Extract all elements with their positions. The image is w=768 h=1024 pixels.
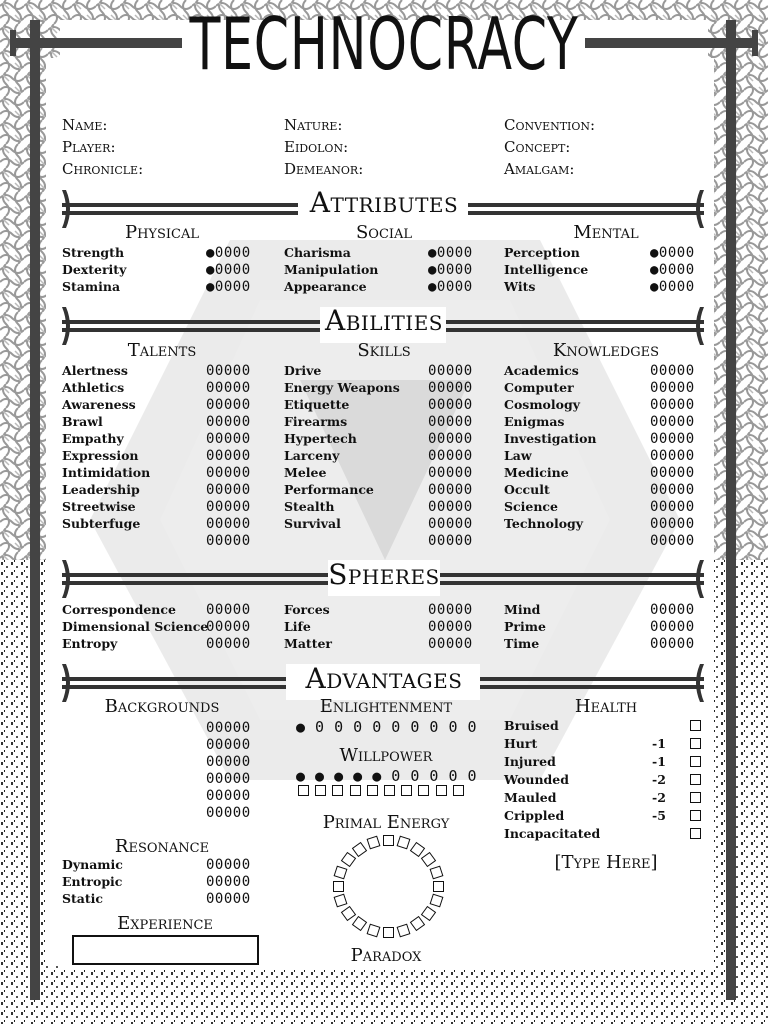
willpower-box[interactable] xyxy=(367,785,378,796)
ability-dots[interactable]: 00000 xyxy=(650,380,695,396)
ability-dots[interactable]: 00000 xyxy=(206,516,251,532)
sphere-label: Mind xyxy=(504,602,541,617)
attribute-label: Dexterity xyxy=(62,262,127,277)
sphere-dots[interactable]: 00000 xyxy=(206,636,251,652)
concept-field-label[interactable]: Concept: xyxy=(504,138,571,156)
ability-dots[interactable]: 00000 xyxy=(650,465,695,481)
ability-dots[interactable]: 00000 xyxy=(206,448,251,464)
health-penalty: -2 xyxy=(652,772,666,787)
ability-dots[interactable]: 00000 xyxy=(206,397,251,413)
health-penalty: -1 xyxy=(652,736,666,751)
sphere-label: Time xyxy=(504,636,540,651)
knowledges-heading: Knowledges xyxy=(552,340,660,361)
ability-dots[interactable]: 00000 xyxy=(650,499,695,515)
ability-label: Alertness xyxy=(62,363,128,378)
willpower-box[interactable] xyxy=(350,785,361,796)
sphere-label: Forces xyxy=(284,602,330,617)
sphere-label: Prime xyxy=(504,619,546,634)
ability-label: Drive xyxy=(284,363,322,378)
amalgam-field-label[interactable]: Amalgam: xyxy=(504,160,575,178)
ability-label: Athletics xyxy=(62,380,125,395)
resonance-dots[interactable]: 00000 xyxy=(206,874,251,890)
willpower-box[interactable] xyxy=(436,785,447,796)
ability-label: Cosmology xyxy=(504,397,580,412)
attribute-label: Strength xyxy=(62,245,125,260)
name-field-label[interactable]: Name: xyxy=(62,116,108,134)
ability-label: Academics xyxy=(504,363,579,378)
paradox-heading: Paradox xyxy=(350,945,422,966)
ability-label: Larceny xyxy=(284,448,340,463)
sphere-label: Correspondence xyxy=(62,602,176,617)
sphere-dots[interactable]: 00000 xyxy=(428,619,473,635)
health-level-label: Mauled xyxy=(504,790,557,805)
health-penalty: -2 xyxy=(652,790,666,805)
ability-dots[interactable]: 00000 xyxy=(428,363,473,379)
attribute-dots[interactable]: ●0000 xyxy=(650,245,695,261)
ability-dots[interactable]: 00000 xyxy=(206,499,251,515)
ability-label: Law xyxy=(504,448,532,463)
ability-dots[interactable]: 00000 xyxy=(428,448,473,464)
health-level-label: Crippled xyxy=(504,808,565,823)
health-level-label: Hurt xyxy=(504,736,538,751)
health-box[interactable] xyxy=(690,738,701,749)
ability-label: Energy Weapons xyxy=(284,380,400,395)
ability-dots[interactable]: 00000 xyxy=(206,380,251,396)
resonance-label: Entropic xyxy=(62,874,123,889)
background-dots[interactable]: 00000 xyxy=(206,771,251,787)
attribute-label: Wits xyxy=(504,279,536,294)
health-level-label: Bruised xyxy=(504,718,559,733)
ability-dots[interactable]: 00000 xyxy=(206,363,251,379)
ability-label: Subterfuge xyxy=(62,516,141,531)
player-field-label[interactable]: Player: xyxy=(62,138,116,156)
resonance-label: Dynamic xyxy=(62,857,123,872)
health-box[interactable] xyxy=(690,720,701,731)
willpower-box[interactable] xyxy=(384,785,395,796)
attribute-dots[interactable]: ●0000 xyxy=(206,279,251,295)
health-box[interactable] xyxy=(690,792,701,803)
ability-label: Technology xyxy=(504,516,584,531)
sphere-dots[interactable]: 00000 xyxy=(650,636,695,652)
ability-dots[interactable]: 00000 xyxy=(428,397,473,413)
primal-energy-box[interactable] xyxy=(433,881,444,892)
page-title: TECHNOCRACY xyxy=(189,2,579,86)
willpower-box[interactable] xyxy=(298,785,309,796)
ability-dots[interactable]: 00000 xyxy=(650,448,695,464)
ability-dots[interactable]: 00000 xyxy=(428,431,473,447)
ability-label: Science xyxy=(504,499,558,514)
ability-dots[interactable]: 00000 xyxy=(428,516,473,532)
convention-field-label[interactable]: Convention: xyxy=(504,116,596,134)
primal-energy-box[interactable] xyxy=(383,927,394,938)
eidolon-field-label[interactable]: Eidolon: xyxy=(284,138,349,156)
resonance-dots[interactable]: 00000 xyxy=(206,857,251,873)
background-dots[interactable]: 00000 xyxy=(206,805,251,821)
demeanor-field-label[interactable]: Demeanor: xyxy=(284,160,364,178)
attribute-dots[interactable]: ●0000 xyxy=(206,245,251,261)
ability-dots[interactable]: 00000 xyxy=(428,499,473,515)
health-box[interactable] xyxy=(690,756,701,767)
sphere-label: Entropy xyxy=(62,636,118,651)
ability-dots[interactable]: 00000 xyxy=(428,465,473,481)
ability-label: Computer xyxy=(504,380,574,395)
health-heading: Health xyxy=(574,696,638,717)
ability-dots[interactable]: 00000 xyxy=(206,465,251,481)
primal-energy-box[interactable] xyxy=(383,835,394,846)
ability-dots[interactable]: 00000 xyxy=(428,414,473,430)
ability-dots[interactable]: 00000 xyxy=(650,431,695,447)
willpower-dots[interactable]: ● ● ● ● ● 0 0 0 0 0 xyxy=(296,767,478,785)
mental-heading: Mental xyxy=(573,222,639,243)
sphere-label: Dimensional Science xyxy=(62,619,209,634)
attributes-heading: Attributes xyxy=(309,186,459,219)
experience-box[interactable] xyxy=(72,935,259,965)
attribute-label: Charisma xyxy=(284,245,351,260)
sphere-dots[interactable]: 00000 xyxy=(428,602,473,618)
attribute-dots[interactable]: ●0000 xyxy=(206,262,251,278)
backgrounds-heading: Backgrounds xyxy=(104,696,220,717)
sphere-dots[interactable]: 00000 xyxy=(650,619,695,635)
ability-label: Hypertech xyxy=(284,431,357,446)
willpower-box[interactable] xyxy=(332,785,343,796)
skills-heading: Skills xyxy=(357,340,411,361)
ability-label: Brawl xyxy=(62,414,103,429)
attribute-dots[interactable]: ●0000 xyxy=(428,245,473,261)
sphere-dots[interactable]: 00000 xyxy=(206,602,251,618)
ability-dots[interactable]: 00000 xyxy=(650,414,695,430)
willpower-box[interactable] xyxy=(453,785,464,796)
ability-label: Investigation xyxy=(504,431,597,446)
physical-heading: Physical xyxy=(124,222,200,243)
health-penalty: -1 xyxy=(652,754,666,769)
resonance-heading: Resonance xyxy=(114,836,210,857)
ability-dots[interactable]: 00000 xyxy=(428,533,473,549)
attribute-label: Stamina xyxy=(62,279,121,294)
nature-field-label[interactable]: Nature: xyxy=(284,116,343,134)
sphere-dots[interactable]: 00000 xyxy=(206,619,251,635)
social-heading: Social xyxy=(355,222,413,243)
experience-heading: Experience xyxy=(117,913,213,934)
ability-label: Medicine xyxy=(504,465,569,480)
health-box[interactable] xyxy=(690,828,701,839)
ability-dots[interactable]: 00000 xyxy=(650,533,695,549)
ability-dots[interactable]: 00000 xyxy=(206,533,251,549)
sphere-dots[interactable]: 00000 xyxy=(428,636,473,652)
resonance-label: Static xyxy=(62,891,104,906)
primal-energy-heading: Primal Energy xyxy=(322,812,450,833)
health-box[interactable] xyxy=(690,774,701,785)
ability-label: Enigmas xyxy=(504,414,565,429)
ability-label: Etiquette xyxy=(284,397,350,412)
background-dots[interactable]: 00000 xyxy=(206,720,251,736)
sphere-label: Matter xyxy=(284,636,333,651)
ability-label: Empathy xyxy=(62,431,124,446)
background-dots[interactable]: 00000 xyxy=(206,788,251,804)
willpower-box[interactable] xyxy=(418,785,429,796)
ability-dots[interactable]: 00000 xyxy=(206,431,251,447)
ability-dots[interactable]: 00000 xyxy=(428,380,473,396)
ability-dots[interactable]: 00000 xyxy=(650,363,695,379)
attribute-label: Perception xyxy=(504,245,580,260)
background-dots[interactable]: 00000 xyxy=(206,737,251,753)
abilities-heading: Abilities xyxy=(324,304,444,337)
attribute-label: Manipulation xyxy=(284,262,379,277)
health-level-label: Incapacitated xyxy=(504,826,601,841)
enlightenment-dots[interactable]: ● 0 0 0 0 0 0 0 0 0 xyxy=(296,718,478,736)
ability-dots[interactable]: 00000 xyxy=(650,397,695,413)
willpower-heading: Willpower xyxy=(339,745,433,766)
attribute-dots[interactable]: ●0000 xyxy=(650,262,695,278)
ability-label: Occult xyxy=(504,482,550,497)
ability-label: Performance xyxy=(284,482,374,497)
health-level-label: Wounded xyxy=(504,772,569,787)
ability-dots[interactable]: 00000 xyxy=(206,482,251,498)
willpower-box[interactable] xyxy=(401,785,412,796)
sphere-label: Life xyxy=(284,619,311,634)
ability-label: Firearms xyxy=(284,414,348,429)
attribute-dots[interactable]: ●0000 xyxy=(428,279,473,295)
ability-label: Stealth xyxy=(284,499,335,514)
spheres-heading: Spheres xyxy=(328,558,440,591)
attribute-label: Appearance xyxy=(284,279,367,294)
attribute-dots[interactable]: ●0000 xyxy=(650,279,695,295)
ability-label: Leadership xyxy=(62,482,140,497)
ability-dots[interactable]: 00000 xyxy=(428,482,473,498)
chronicle-field-label[interactable]: Chronicle: xyxy=(62,160,144,178)
ability-label: Streetwise xyxy=(62,499,136,514)
ability-dots[interactable]: 00000 xyxy=(206,414,251,430)
primal-energy-box[interactable] xyxy=(333,881,344,892)
ability-label: Intimidation xyxy=(62,465,151,480)
resonance-dots[interactable]: 00000 xyxy=(206,891,251,907)
health-penalty: -5 xyxy=(652,808,666,823)
type-here-label[interactable]: [Type Here] xyxy=(554,852,658,873)
advantages-heading: Advantages xyxy=(305,662,463,695)
ability-dots[interactable]: 00000 xyxy=(650,516,695,532)
sphere-dots[interactable]: 00000 xyxy=(650,602,695,618)
enlightenment-heading: Enlightenment xyxy=(319,696,453,717)
background-dots[interactable]: 00000 xyxy=(206,754,251,770)
ability-label: Awareness xyxy=(62,397,136,412)
ability-label: Survival xyxy=(284,516,341,531)
ability-dots[interactable]: 00000 xyxy=(650,482,695,498)
ability-label: Melee xyxy=(284,465,327,480)
talents-heading: Talents xyxy=(127,340,197,361)
ability-label: Expression xyxy=(62,448,139,463)
attribute-dots[interactable]: ●0000 xyxy=(428,262,473,278)
willpower-box[interactable] xyxy=(315,785,326,796)
health-level-label: Injured xyxy=(504,754,556,769)
health-box[interactable] xyxy=(690,810,701,821)
attribute-label: Intelligence xyxy=(504,262,589,277)
